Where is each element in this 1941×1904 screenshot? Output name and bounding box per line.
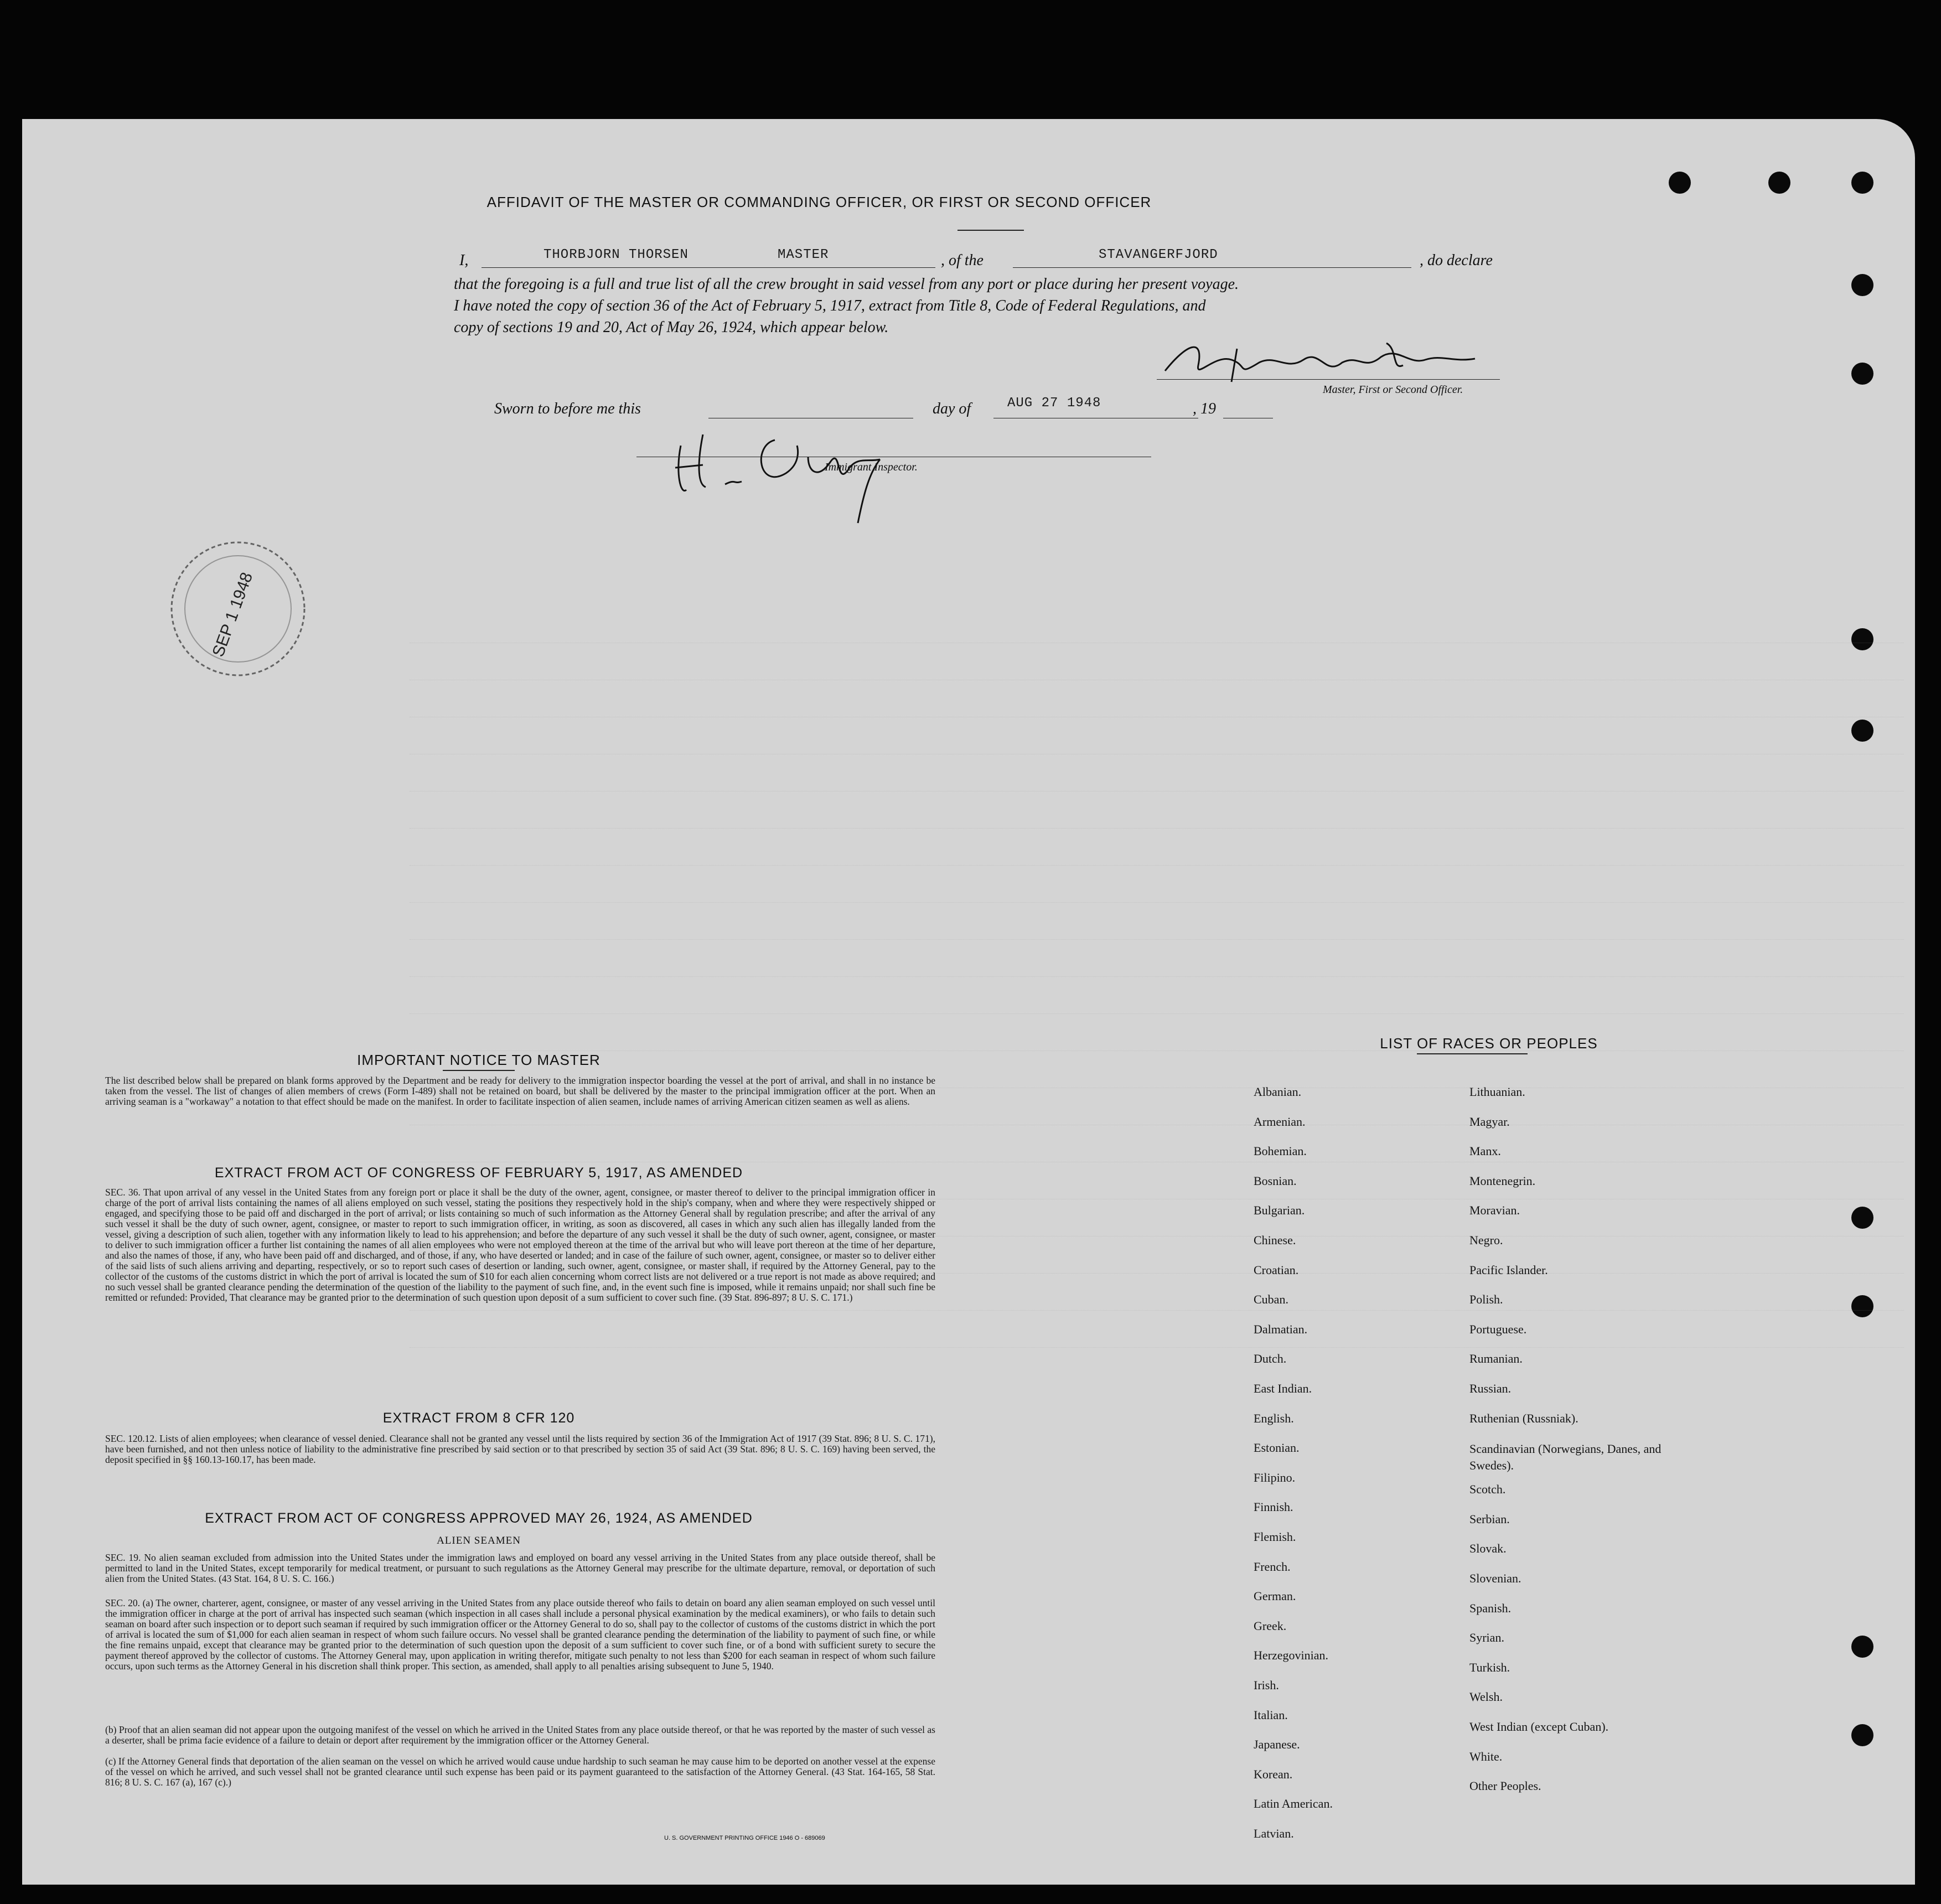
race-item: White.	[1469, 1749, 1503, 1763]
race-item: Slovenian.	[1469, 1571, 1521, 1586]
race-item: Lithuanian.	[1469, 1085, 1525, 1099]
race-item: Latvian.	[1254, 1827, 1294, 1840]
race-item: Scandinavian (Norwegians, Danes, and Swedes).	[1469, 1442, 1662, 1473]
name-line	[482, 267, 935, 268]
title-divider	[957, 230, 1024, 231]
of-the-text: , of the	[941, 252, 984, 269]
race-item: Manx.	[1469, 1144, 1501, 1158]
race-item: Other Peoples.	[1469, 1779, 1541, 1793]
race-item: East Indian.	[1254, 1382, 1312, 1395]
race-item: Estonian.	[1254, 1441, 1300, 1455]
race-item: Cuban.	[1254, 1292, 1288, 1307]
race-item: Dalmatian.	[1254, 1322, 1308, 1336]
extract-1924-sec20a: SEC. 20. (a) The owner, charterer, agent, consignee, or master of any vessel arriving in the United States from any place outside thereof who fails to detain on board any alien seaman employed on such vessel until the immigration officer in charge at the port of arrival has inspected such seaman (which inspection in all cases shall include a personal physical examination by the medical examiners), or who fails to detain such seaman on board after such inspection or to deport such seaman if required by such immigration officer or the Attorney General to do so, shall pay to the collector of customs of the customs district in which the port of arrival is located the sum of $1,000 for each alien seaman in respect of whom such failure occurs. No vessel shall be granted clearance pending the determination of the liability to payment of such fine, or while the fine remains unpaid, except that clearance may be granted prior to the determination of such question upon the deposit of a sum sufficient to cover such fine, or of a bond with sufficient surety to secure the payment thereof approved by the collector of customs. The Attorney General may, upon application in writing therefor, mitigate such penalty to not less than $200 for each seaman in respect of whom such failure occurs, upon such terms as the Attorney General in his discretion shall think proper. This section, as amended, shall apply to all penalties arising subsequent to June 5, 1940.	[105, 1597, 935, 1672]
race-item: French.	[1254, 1559, 1291, 1574]
extract-1924-subtitle: ALIEN SEAMEN	[437, 1535, 521, 1546]
vessel-name: STAVANGERFJORD	[1099, 247, 1218, 262]
race-item: Portuguese.	[1469, 1322, 1527, 1336]
races-divider	[1417, 1053, 1528, 1054]
inspector-caption: Immigrant Inspector.	[825, 461, 918, 473]
affidavit-line-2: that the foregoing is a full and true list of all the crew brought in said vessel from any port or place during her present voyage.	[454, 276, 1239, 293]
race-item: Scotch.	[1469, 1482, 1506, 1497]
stamp-date: SEP 1 1948	[209, 570, 257, 659]
race-item: Finnish.	[1254, 1500, 1293, 1514]
extract-cfr-body: SEC. 120.12. Lists of alien employees; when clearance of vessel denied. Clearance shall not be granted any vessel until the lists required by section 36 of the Immigration Act of 1917 (39 Stat. 896; 8 U. S. C. 171), have been furnished, and not then unless notice of liability to the administrative fine prescribed by said section or to that prescribed by section 35 of said Act (39 Stat. 896; 8 U. S. C. 169) having been served, the deposit specified in §§ 160.13-160.17, has been made.	[105, 1433, 935, 1465]
race-item: Polish.	[1469, 1292, 1503, 1307]
race-item: Montenegrin.	[1469, 1173, 1536, 1188]
date-stamp	[166, 531, 315, 692]
sworn-date: AUG 27 1948	[1007, 396, 1101, 411]
race-item: Armenian.	[1254, 1114, 1306, 1129]
extract-1917-body: SEC. 36. That upon arrival of any vessel in the United States from any foreign port or place it shall be the duty of the owner, agent, consignee, or master thereof to deliver to the principal immigration officer in charge of the port of arrival lists containing the names of all aliens employed on such vessel, stating the positions they respectively hold in the ship's company, when and where they were respectively shipped or engaged, and specifying those to be paid off and discharged in the port of arrival; or lists containing so much of such information as the Attorney General shall by regulation prescribe; and after the arrival of any such vessel it shall be the duty of such owner, agent, consignee, or master to report to such immigration officer, in writing, as soon as discovered, all cases in which any such alien has illegally landed from the vessel, giving a description of such alien, together with any information likely to lead to his apprehension; and before the departure of any such vessel it shall be the duty of such owner, agent, consignee, or master to deliver to such immigration officer a further list containing the names of all alien employees who were not employed thereon at the time of the arrival but who will leave port thereon at the time of her departure, and also the names of those, if any, who have been paid off and discharged, and of those, if any, who have deserted or landed; and in case of the failure of such owner, agent, consignee, or master so to deliver either of the said lists of such aliens arriving and departing, respectively, or so to report such cases of desertion or landing, such owner, agent, consignee, or master shall, if required by the Attorney General, pay to the collector of the customs of the customs district in which the port of arrival is located the sum of $10 for each alien concerning whom correct lists are not delivered or a true report is not made as above required; and no such vessel shall be granted clearance pending the determination of the question of the liability to the payment of such fine, and, in the event such fine is imposed, while it remains unpaid; nor shall such fine be remitted or refunded: Provided, That clearance may be granted prior to the determination of such question upon deposit of a sum sufficient to cover such fine. (39 Stat. 896-897; 8 U. S. C. 171.)	[105, 1187, 935, 1303]
punch-hole	[1851, 1724, 1873, 1746]
extract-cfr-title: EXTRACT FROM 8 CFR 120	[382, 1410, 575, 1426]
race-item: Bulgarian.	[1254, 1203, 1305, 1218]
race-item: Negro.	[1469, 1233, 1503, 1247]
affidavit-line-3: I have noted the copy of section 36 of the Act of February 5, 1917, extract from Title 8, Code of Federal Regulations, and	[454, 297, 1206, 314]
vessel-line	[1013, 267, 1411, 268]
race-item: Russian.	[1469, 1382, 1512, 1395]
punch-hole	[1768, 172, 1790, 194]
race-item: West Indian (except Cuban).	[1469, 1720, 1609, 1734]
race-item: Serbian.	[1469, 1512, 1510, 1526]
printer-footer: U. S. GOVERNMENT PRINTING OFFICE 1946 O - 689069	[664, 1835, 825, 1841]
race-item: Latin American.	[1254, 1797, 1333, 1811]
race-item: Bosnian.	[1254, 1173, 1297, 1188]
race-item: Spanish.	[1469, 1601, 1512, 1615]
race-item: Welsh.	[1469, 1690, 1503, 1704]
officer-rank: MASTER	[778, 247, 829, 262]
race-item: Filipino.	[1254, 1470, 1296, 1484]
race-item: Rumanian.	[1469, 1352, 1523, 1366]
race-item: Pacific Islander.	[1469, 1263, 1548, 1277]
race-item: Moravian.	[1469, 1203, 1520, 1218]
race-item: Dutch.	[1254, 1352, 1287, 1366]
race-item: Slovak.	[1469, 1541, 1507, 1556]
race-item: Magyar.	[1469, 1114, 1510, 1129]
races-title: LIST OF RACES OR PEOPLES	[1380, 1035, 1598, 1052]
extract-1917-title: EXTRACT FROM ACT OF CONGRESS OF FEBRUARY 5, 1917, AS AMENDED	[214, 1165, 743, 1181]
race-item: Irish.	[1254, 1678, 1279, 1692]
race-item: Turkish.	[1469, 1660, 1510, 1674]
master-signature-line	[1157, 379, 1500, 380]
race-item: Ruthenian (Russniak).	[1469, 1411, 1578, 1425]
extract-1924-sec20b: (b) Proof that an alien seaman did not appear upon the outgoing manifest of the vessel on which he arrived in the United States from any place outside thereof, or that he was reported by the master of such vessel as a deserter, shall be prima facie evidence of a failure to detain or deport after requirement by the immigration officer or the Attorney General.	[105, 1724, 935, 1746]
race-item: Flemish.	[1254, 1530, 1296, 1544]
sworn-prefix: Sworn to before me this	[494, 400, 641, 417]
race-item: Korean.	[1254, 1767, 1293, 1781]
year-prefix: , 19	[1193, 400, 1216, 417]
punch-hole	[1851, 1636, 1873, 1658]
race-item: Chinese.	[1254, 1233, 1296, 1247]
document-sheet	[22, 119, 1915, 1885]
master-caption: Master, First or Second Officer.	[1323, 384, 1463, 396]
race-item: Syrian.	[1469, 1631, 1504, 1645]
affidavit-prefix: I,	[459, 252, 469, 269]
notice-body: The list described below shall be prepared on blank forms approved by the Department and be ready for delivery to the immigration inspector boarding the vessel at the port of arrival, and shall in no instance be taken from the vessel. The list of changes of alien members of crews (Form I-489) shall not be retained on board, but shall be delivered by the master to the principal immigration officer at the port. When an arriving seaman is a "workaway" a notation to that effect should be made on the manifest. In order to facilitate inspection of alien seamen, include names of arriving American citizen seamen as well as aliens.	[105, 1075, 935, 1107]
affidavit-line-4: copy of sections 19 and 20, Act of May 26, 1924, which appear below.	[454, 319, 889, 336]
race-item: Greek.	[1254, 1618, 1287, 1633]
extract-1924-sec20c: (c) If the Attorney General finds that deportation of the alien seaman on the vessel on which he arrived would cause undue hardship to such seaman he may cause him to be deported on another vessel at the expense of the vessel on which he arrived, and such vessel shall not be granted clearance until such expense has been paid or its payment guaranteed to the satisfaction of the Attorney General. (43 Stat. 164-165, 58 Stat. 816; 8 U. S. C. 167 (a), 167 (c).)	[105, 1756, 935, 1788]
do-declare-text: , do declare	[1420, 252, 1493, 269]
race-item: Japanese.	[1254, 1737, 1300, 1752]
officer-name: THORBJORN THORSEN	[544, 247, 689, 262]
punch-hole	[1851, 363, 1873, 385]
extract-1924-sec19: SEC. 19. No alien seaman excluded from admission into the United States under the immigration laws and employed on board any vessel arriving in the United States from any place outside thereof, shall be permitted to land in the United States, except temporarily for medical treatment, or pursuant to such regulations as the Attorney General may prescribe for the ultimate departure, removal, or deportation of such alien from the United States. (43 Stat. 164, 8 U. S. C. 166.)	[105, 1552, 935, 1584]
punch-hole	[1669, 172, 1691, 194]
race-item: Italian.	[1254, 1708, 1288, 1722]
race-item: German.	[1254, 1589, 1296, 1603]
race-item: Herzegovinian.	[1254, 1648, 1328, 1663]
extract-1924-title: EXTRACT FROM ACT OF CONGRESS APPROVED MAY 26, 1924, AS AMENDED	[205, 1510, 753, 1526]
punch-hole	[1851, 274, 1873, 296]
notice-title: IMPORTANT NOTICE TO MASTER	[357, 1052, 601, 1068]
race-item: Croatian.	[1254, 1263, 1299, 1277]
day-of-text: day of	[933, 400, 971, 417]
race-item: English.	[1254, 1411, 1294, 1425]
notice-divider	[443, 1070, 515, 1071]
punch-hole	[1851, 172, 1873, 194]
affidavit-title: AFFIDAVIT OF THE MASTER OR COMMANDING OFFICER, OR FIRST OR SECOND OFFICER	[486, 194, 1152, 210]
race-item: Bohemian.	[1254, 1144, 1307, 1158]
race-item: Albanian.	[1254, 1085, 1302, 1099]
